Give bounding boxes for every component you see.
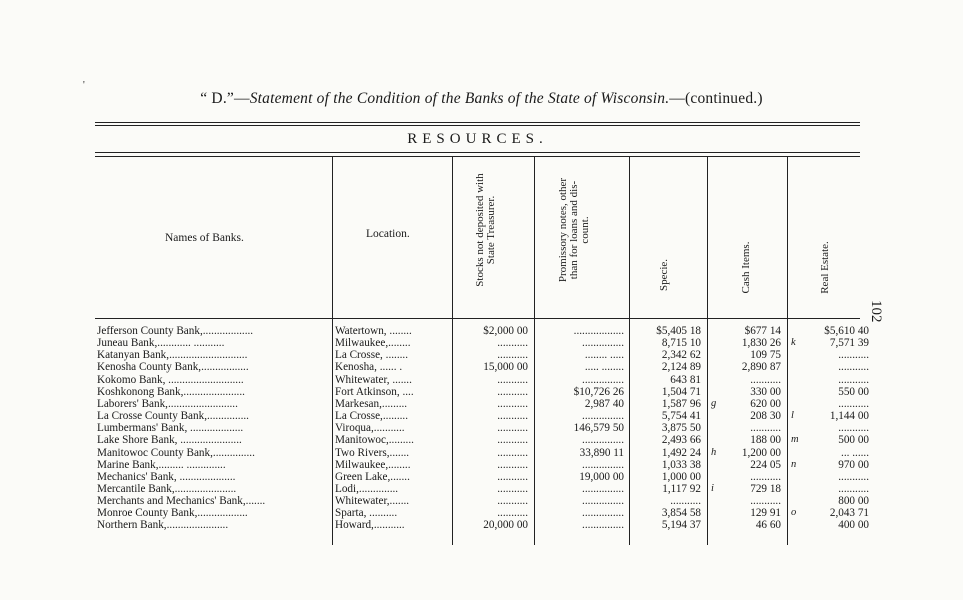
- bank-location: Whitewater,.......: [335, 495, 410, 508]
- stocks-value: ...........: [497, 446, 528, 459]
- header-notes: [558, 150, 591, 310]
- cash-value: 46 60: [755, 519, 781, 532]
- stocks-value: ...........: [497, 495, 528, 508]
- title-suffix: —(continued.): [669, 90, 763, 107]
- bank-name: Lake Shore Bank, ......................: [97, 434, 242, 447]
- bank-location: La Crosse,.........: [335, 410, 409, 423]
- specie-value: 2,124 89: [661, 361, 701, 374]
- bank-location: Lodi,..............: [335, 482, 399, 495]
- real-estate-value: 800 00: [838, 495, 869, 508]
- real-estate-value: 2,043 71: [829, 507, 869, 520]
- specie-value: 5,194 37: [661, 519, 701, 532]
- cash-value: 2,890 87: [741, 361, 781, 374]
- stocks-value: ...........: [497, 337, 528, 350]
- notes-value: ...............: [582, 410, 624, 423]
- cash-value: ...........: [750, 470, 781, 483]
- real-estate-footnote-mark: n: [791, 458, 797, 470]
- specie-value: $5,405 18: [656, 325, 701, 337]
- bank-location: Green Lake,.......: [335, 470, 410, 483]
- notes-value: ...............: [582, 507, 624, 520]
- notes-value: ...............: [582, 519, 624, 532]
- stocks-value: ...........: [497, 458, 528, 471]
- header-cash: Cash Items.: [740, 241, 752, 294]
- specie-value: 643 81: [670, 373, 701, 386]
- real-estate-value: 550 00: [838, 385, 869, 398]
- specie-value: 8,715 10: [661, 337, 701, 350]
- cash-value: ...........: [750, 373, 781, 386]
- real-estate-value: ...........: [838, 482, 869, 495]
- notes-value: 19,000 00: [579, 470, 624, 483]
- bank-location: Watertown, ........: [335, 325, 412, 337]
- real-estate-value: ... ......: [841, 446, 869, 459]
- specie-value: 2,493 66: [661, 434, 701, 447]
- header-notes-line-2: than for loans and dis-: [568, 180, 580, 280]
- notes-value: $10,726 26: [573, 385, 624, 398]
- table-row: [0, 410, 963, 422]
- table-row: [0, 337, 963, 349]
- table-row: [0, 507, 963, 519]
- real-estate-value: ...........: [838, 349, 869, 362]
- stocks-value: ...........: [497, 397, 528, 410]
- bank-name: Jefferson County Bank,..................: [97, 325, 254, 337]
- bank-name: Manitowoc County Bank,...............: [97, 446, 255, 459]
- table-row: [0, 398, 963, 410]
- specie-value: 1,000 00: [661, 470, 701, 483]
- rule-top: [95, 122, 860, 123]
- header-notes-line-1: Promissory notes, other: [557, 177, 569, 283]
- bank-location: Viroqua,...........: [335, 422, 405, 435]
- notes-value: ...............: [582, 495, 624, 508]
- table-row: [0, 349, 963, 361]
- stray-mark: ': [83, 80, 85, 91]
- cash-footnote-mark: i: [711, 482, 714, 494]
- cash-value: 1,200 00: [741, 446, 781, 459]
- header-specie: Specie.: [658, 258, 670, 292]
- bank-name: Katanyan Bank,............................: [97, 349, 248, 362]
- specie-value: 3,854 58: [661, 507, 701, 520]
- bank-location: Two Rivers,.......: [335, 446, 410, 459]
- title-prefix: “ D.”—: [200, 90, 250, 107]
- header-stocks-line-1: Stocks not deposited with: [474, 173, 486, 287]
- specie-value: 1,504 71: [661, 385, 701, 398]
- real-estate-footnote-mark: o: [791, 507, 797, 519]
- real-estate-value: $5,610 40: [824, 325, 869, 337]
- table-row: [0, 361, 963, 373]
- bank-name: Mercantile Bank,......................: [97, 482, 237, 495]
- cash-footnote-mark: h: [711, 446, 717, 458]
- table-row: [0, 374, 963, 386]
- bank-location: Howard,...........: [335, 519, 405, 532]
- bank-name: Mechanics' Bank, ....................: [97, 470, 236, 483]
- real-estate-value: ...........: [838, 470, 869, 483]
- stocks-value: ...........: [497, 470, 528, 483]
- table-row: [0, 434, 963, 446]
- page-number: 102: [868, 300, 884, 323]
- bank-name: La Crosse County Bank,...............: [97, 410, 249, 423]
- bank-location: Kenosha, ...... .: [335, 361, 403, 374]
- table-row: [0, 471, 963, 483]
- stocks-value: $2,000 00: [483, 325, 528, 337]
- header-location: Location.: [366, 228, 410, 240]
- bank-name: Marine Bank,......... ..............: [97, 458, 226, 471]
- bank-location: Manitowoc,.........: [335, 434, 414, 447]
- bank-location: La Crosse, ........: [335, 349, 409, 362]
- cash-value: $677 14: [744, 325, 781, 337]
- cash-value: 109 75: [750, 349, 781, 362]
- section-heading: RESOURCES.: [407, 131, 548, 147]
- real-estate-value: ...........: [838, 373, 869, 386]
- notes-value: ...............: [582, 458, 624, 471]
- bank-location: Milwaukee,........: [335, 458, 411, 471]
- specie-value: ...........: [670, 495, 701, 508]
- bank-name: Juneau Bank,............ ...........: [97, 337, 225, 350]
- specie-value: 1,587 96: [661, 397, 701, 410]
- table-row: [0, 386, 963, 398]
- cash-value: 729 18: [750, 482, 781, 495]
- real-estate-value: ...........: [838, 361, 869, 374]
- notes-value: 146,579 50: [573, 422, 624, 435]
- bank-location: Markesan,.........: [335, 397, 408, 410]
- rule-top-2: [95, 125, 860, 126]
- header-stocks: [475, 155, 497, 305]
- header-notes-line-3: count.: [579, 216, 591, 244]
- specie-value: 5,754 41: [661, 410, 701, 423]
- specie-value: 1,492 24: [661, 446, 701, 459]
- notes-value: ..... ........: [584, 361, 624, 374]
- specie-value: 3,875 50: [661, 422, 701, 435]
- bank-location: Milwaukee,........: [335, 337, 411, 350]
- real-estate-value: 1,144 00: [829, 410, 869, 423]
- real-estate-value: ...........: [838, 422, 869, 435]
- bank-name: Monroe County Bank,..................: [97, 507, 248, 520]
- stocks-value: ...........: [497, 385, 528, 398]
- table-row: [0, 483, 963, 495]
- stocks-value: ...........: [497, 434, 528, 447]
- bank-location: Whitewater, .......: [335, 373, 412, 386]
- real-estate-footnote-mark: m: [791, 434, 799, 446]
- real-estate-footnote-mark: k: [791, 337, 796, 349]
- real-estate-value: ...........: [838, 397, 869, 410]
- stocks-value: ...........: [497, 373, 528, 386]
- table-row: [0, 325, 963, 337]
- stocks-value: ...........: [497, 507, 528, 520]
- real-estate-value: 500 00: [838, 434, 869, 447]
- page-title: [0, 90, 963, 108]
- stocks-value: 20,000 00: [483, 519, 528, 532]
- table-row: [0, 459, 963, 471]
- bank-name: Kokomo Bank, ...........................: [97, 373, 244, 386]
- notes-value: ...............: [582, 482, 624, 495]
- notes-value: ...............: [582, 337, 624, 350]
- notes-value: ..................: [573, 325, 624, 337]
- stocks-value: ...........: [497, 410, 528, 423]
- table-row: [0, 422, 963, 434]
- bank-location: Sparta, ..........: [335, 507, 398, 520]
- real-estate-footnote-mark: l: [791, 410, 794, 422]
- table-row: [0, 519, 963, 531]
- bank-name: Merchants and Mechanics' Bank,.......: [97, 495, 266, 508]
- title-italic: Statement of the Condition of the Banks of the State of Wisconsin.: [249, 90, 670, 107]
- table-row: [0, 495, 963, 507]
- header-real-estate: Real Estate.: [819, 241, 831, 294]
- cash-value: ...........: [750, 495, 781, 508]
- real-estate-value: 7,571 39: [829, 337, 869, 350]
- notes-value: 2,987 40: [584, 397, 624, 410]
- stocks-value: ...........: [497, 482, 528, 495]
- cash-value: 620 00: [750, 397, 781, 410]
- header-stocks-line-2: State Treasurer.: [485, 195, 497, 265]
- specie-value: 2,342 62: [661, 349, 701, 362]
- cash-value: 208 30: [750, 410, 781, 423]
- cash-value: 129 91: [750, 507, 781, 520]
- bank-location: Fort Atkinson, ....: [335, 385, 414, 398]
- real-estate-value: 400 00: [838, 519, 869, 532]
- cash-value: 188 00: [750, 434, 781, 447]
- rule-section: [95, 152, 860, 153]
- stocks-value: ...........: [497, 422, 528, 435]
- cash-value: 224 05: [750, 458, 781, 471]
- table-row: [0, 447, 963, 459]
- bank-name: Northern Bank,......................: [97, 519, 229, 532]
- bank-name: Lumbermans' Bank, ...................: [97, 422, 244, 435]
- cash-footnote-mark: g: [711, 397, 717, 409]
- real-estate-value: 970 00: [838, 458, 869, 471]
- header-names: Names of Banks.: [165, 232, 244, 244]
- cash-value: 1,830 26: [741, 337, 781, 350]
- rule-header-bottom: [95, 318, 860, 319]
- specie-value: 1,117 92: [662, 482, 701, 495]
- stocks-value: 15,000 00: [483, 361, 528, 374]
- notes-value: ...............: [582, 373, 624, 386]
- bank-name: Koshkonong Bank,......................: [97, 385, 245, 398]
- notes-value: 33,890 11: [579, 446, 624, 459]
- cash-value: ...........: [750, 422, 781, 435]
- notes-value: ...............: [582, 434, 624, 447]
- notes-value: ........ .....: [584, 349, 624, 362]
- specie-value: 1,033 38: [661, 458, 701, 471]
- bank-name: Kenosha County Bank,.................: [97, 361, 249, 374]
- bank-name: Laborers' Bank,.........................: [97, 397, 238, 410]
- stocks-value: ...........: [497, 349, 528, 362]
- cash-value: 330 00: [750, 385, 781, 398]
